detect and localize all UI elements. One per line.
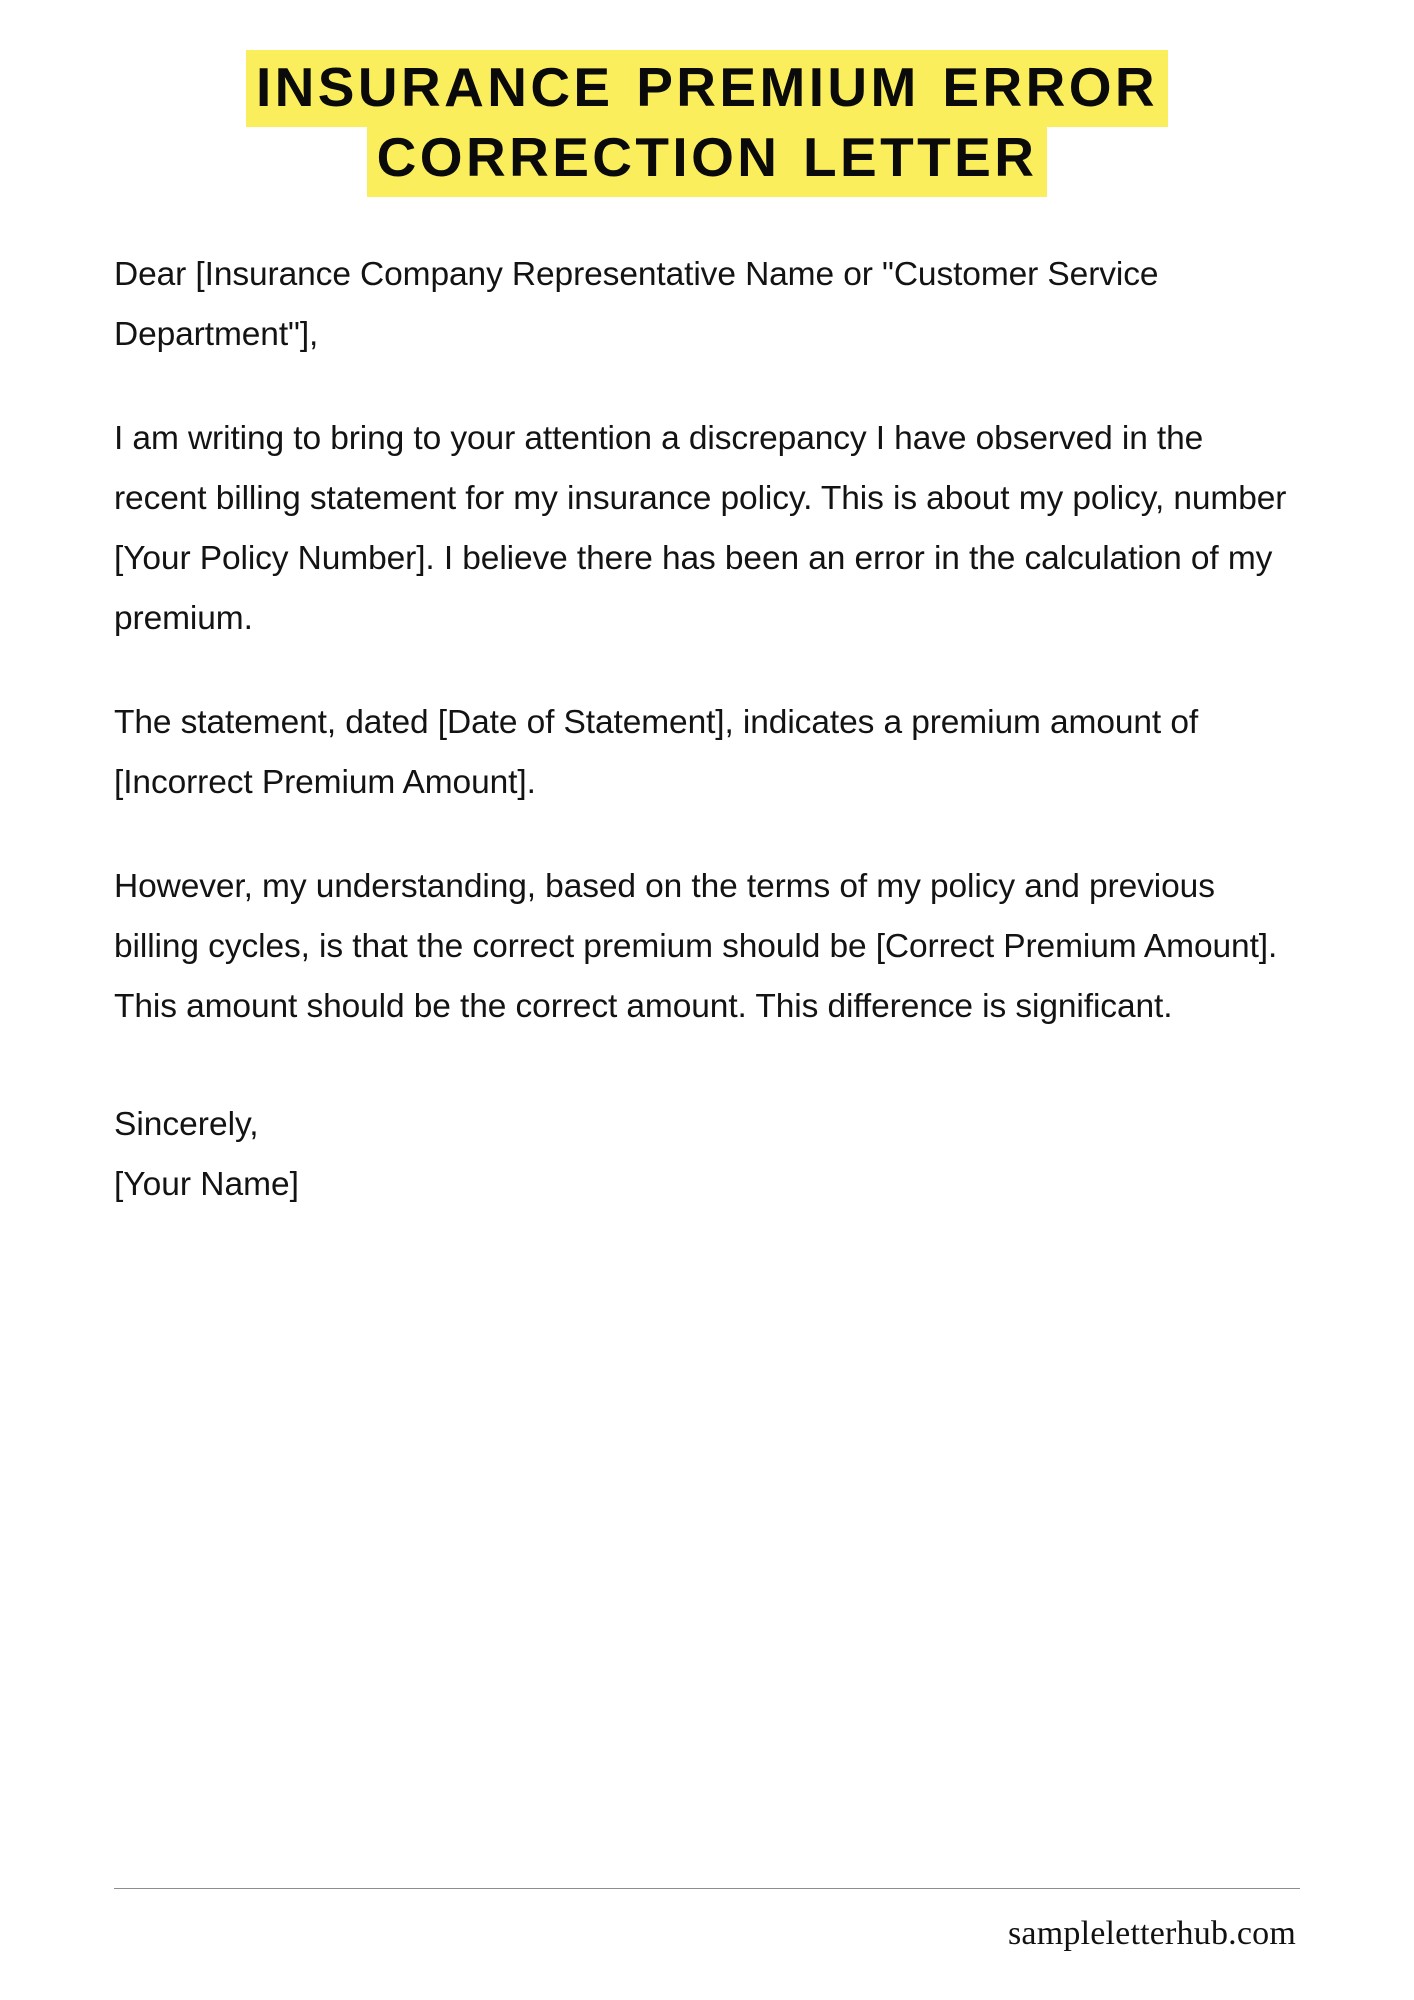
page-footer [0,1888,1414,1952]
salutation-paragraph: Dear [Insurance Company Representative Name or "Customer Service Department"], [114,255,1159,353]
body-paragraph-3: However, my understanding, based on the terms of my policy and previous billing cycles, is that the correct premium should be [Correct Premium Amount]. This amount should be the correct amount. This difference is significant. [114,867,1278,1025]
signature-block [0,1095,1414,1215]
footer-website-url: sampleletterhub.com [1008,1914,1296,1952]
letter-body [0,245,1414,1037]
signature-line: [Your Name] [114,1165,299,1203]
body-paragraph-2: The statement, dated [Date of Statement], indicates a premium amount of [Incorrect Premium Amount]. [114,703,1199,801]
closing-line: Sincerely, [114,1105,259,1143]
page-title [118,52,1296,193]
title-highlight: INSURANCE PREMIUM ERROR CORRECTION LETTER [246,50,1168,197]
body-paragraph-1: I am writing to bring to your attention a discrepancy I have observed in the recent billing statement for my insurance policy. This is about my policy, number [Your Policy Number]. I believe there has been an error in the calculation of my premium. [114,419,1287,637]
title-block [0,0,1414,193]
footer-divider [114,1888,1300,1889]
